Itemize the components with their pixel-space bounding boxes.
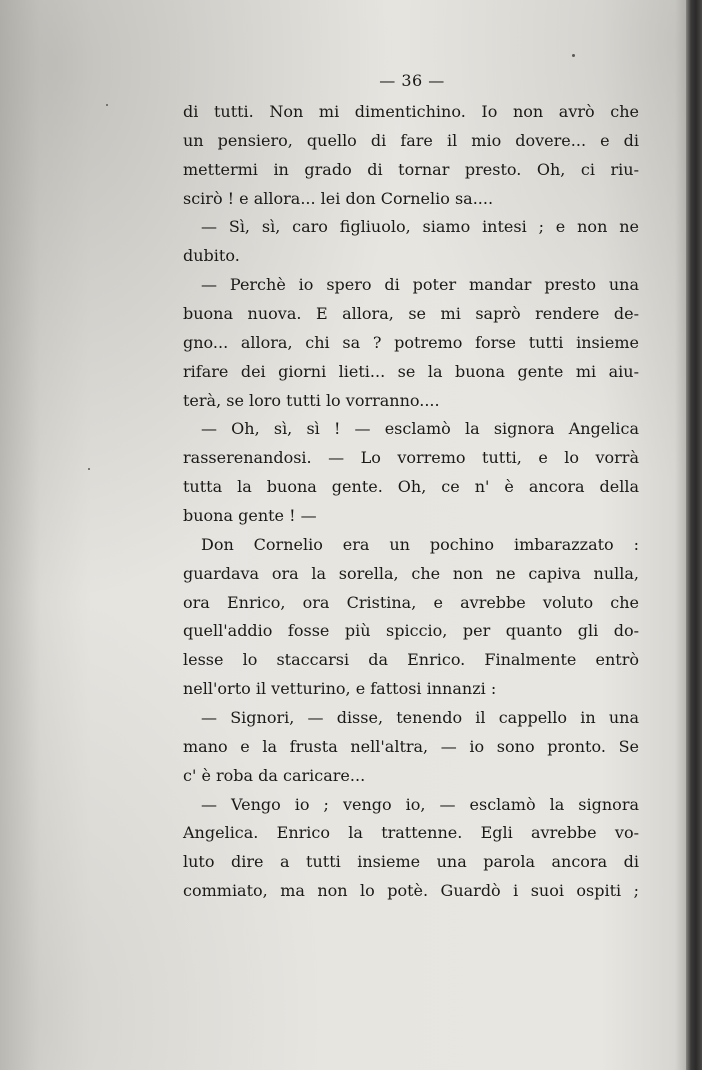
text-line: mettermi in grado di tornar presto. Oh, ci riu-	[183, 159, 639, 179]
text-line: buona nuova. E allora, se mi saprò rendere de-	[183, 304, 639, 324]
text-line: scirò ! e allora... lei don Cornelio sa....	[183, 188, 494, 208]
text-line: — Oh, sì, sì ! — esclamò la signora Angelica	[201, 419, 639, 439]
page-number: — 36 —	[379, 71, 445, 90]
text-line: Don Cornelio era un pochino imbarazzato :	[201, 534, 639, 554]
book-binding-edge	[686, 0, 702, 1070]
text-line: dubito.	[183, 246, 240, 266]
text-line: gno... allora, chi sa ? potremo forse tutti insieme	[183, 332, 639, 352]
text-line: rifare dei giorni lieti... se la buona gente mi aiu-	[183, 361, 639, 381]
text-line: rasserenandosi. — Lo vorremo tutti, e lo vorrà	[183, 448, 639, 468]
text-line: — Sì, sì, caro figliuolo, siamo intesi ; e non ne	[201, 217, 639, 237]
paper-speck	[106, 104, 108, 106]
text-line: lesse lo staccarsi da Enrico. Finalmente entrò	[183, 650, 639, 670]
text-line: commiato, ma non lo potè. Guardò i suoi ospiti ;	[183, 881, 639, 901]
text-line: terà, se loro tutti lo vorranno....	[183, 390, 440, 410]
text-line: tutta la buona gente. Oh, ce n' è ancora della	[183, 477, 639, 497]
text-line: c' è roba da caricare...	[183, 765, 366, 785]
text-line: guardava ora la sorella, che non ne capiva nulla,	[183, 563, 639, 583]
text-line: nell'orto il vetturino, e fattosi innanzi :	[183, 679, 497, 699]
text-line: luto dire a tutti insieme una parola ancora di	[183, 852, 639, 872]
text-line: Angelica. Enrico la trattenne. Egli avrebbe vo-	[183, 823, 639, 843]
text-line: quell'addio fosse più spiccio, per quanto gli do-	[183, 621, 639, 641]
text-line: di tutti. Non mi dimentichino. Io non avrò che	[183, 102, 639, 121]
text-line: — Perchè io spero di poter mandar presto una	[201, 275, 639, 295]
text-line: — Vengo io ; vengo io, — esclamò la signora	[201, 794, 639, 814]
page-text	[183, 64, 639, 906]
text-line: buona gente ! —	[183, 506, 317, 526]
paper-speck	[88, 468, 90, 470]
text-line: ora Enrico, ora Cristina, e avrebbe voluto che	[183, 592, 639, 612]
text-line: un pensiero, quello di fare il mio dovere... e di	[183, 130, 639, 150]
paper-speck	[572, 54, 575, 57]
text-line: — Signori, — disse, tenendo il cappello in una	[201, 708, 639, 728]
text-line: mano e la frusta nell'altra, — io sono pronto. Se	[183, 736, 639, 756]
